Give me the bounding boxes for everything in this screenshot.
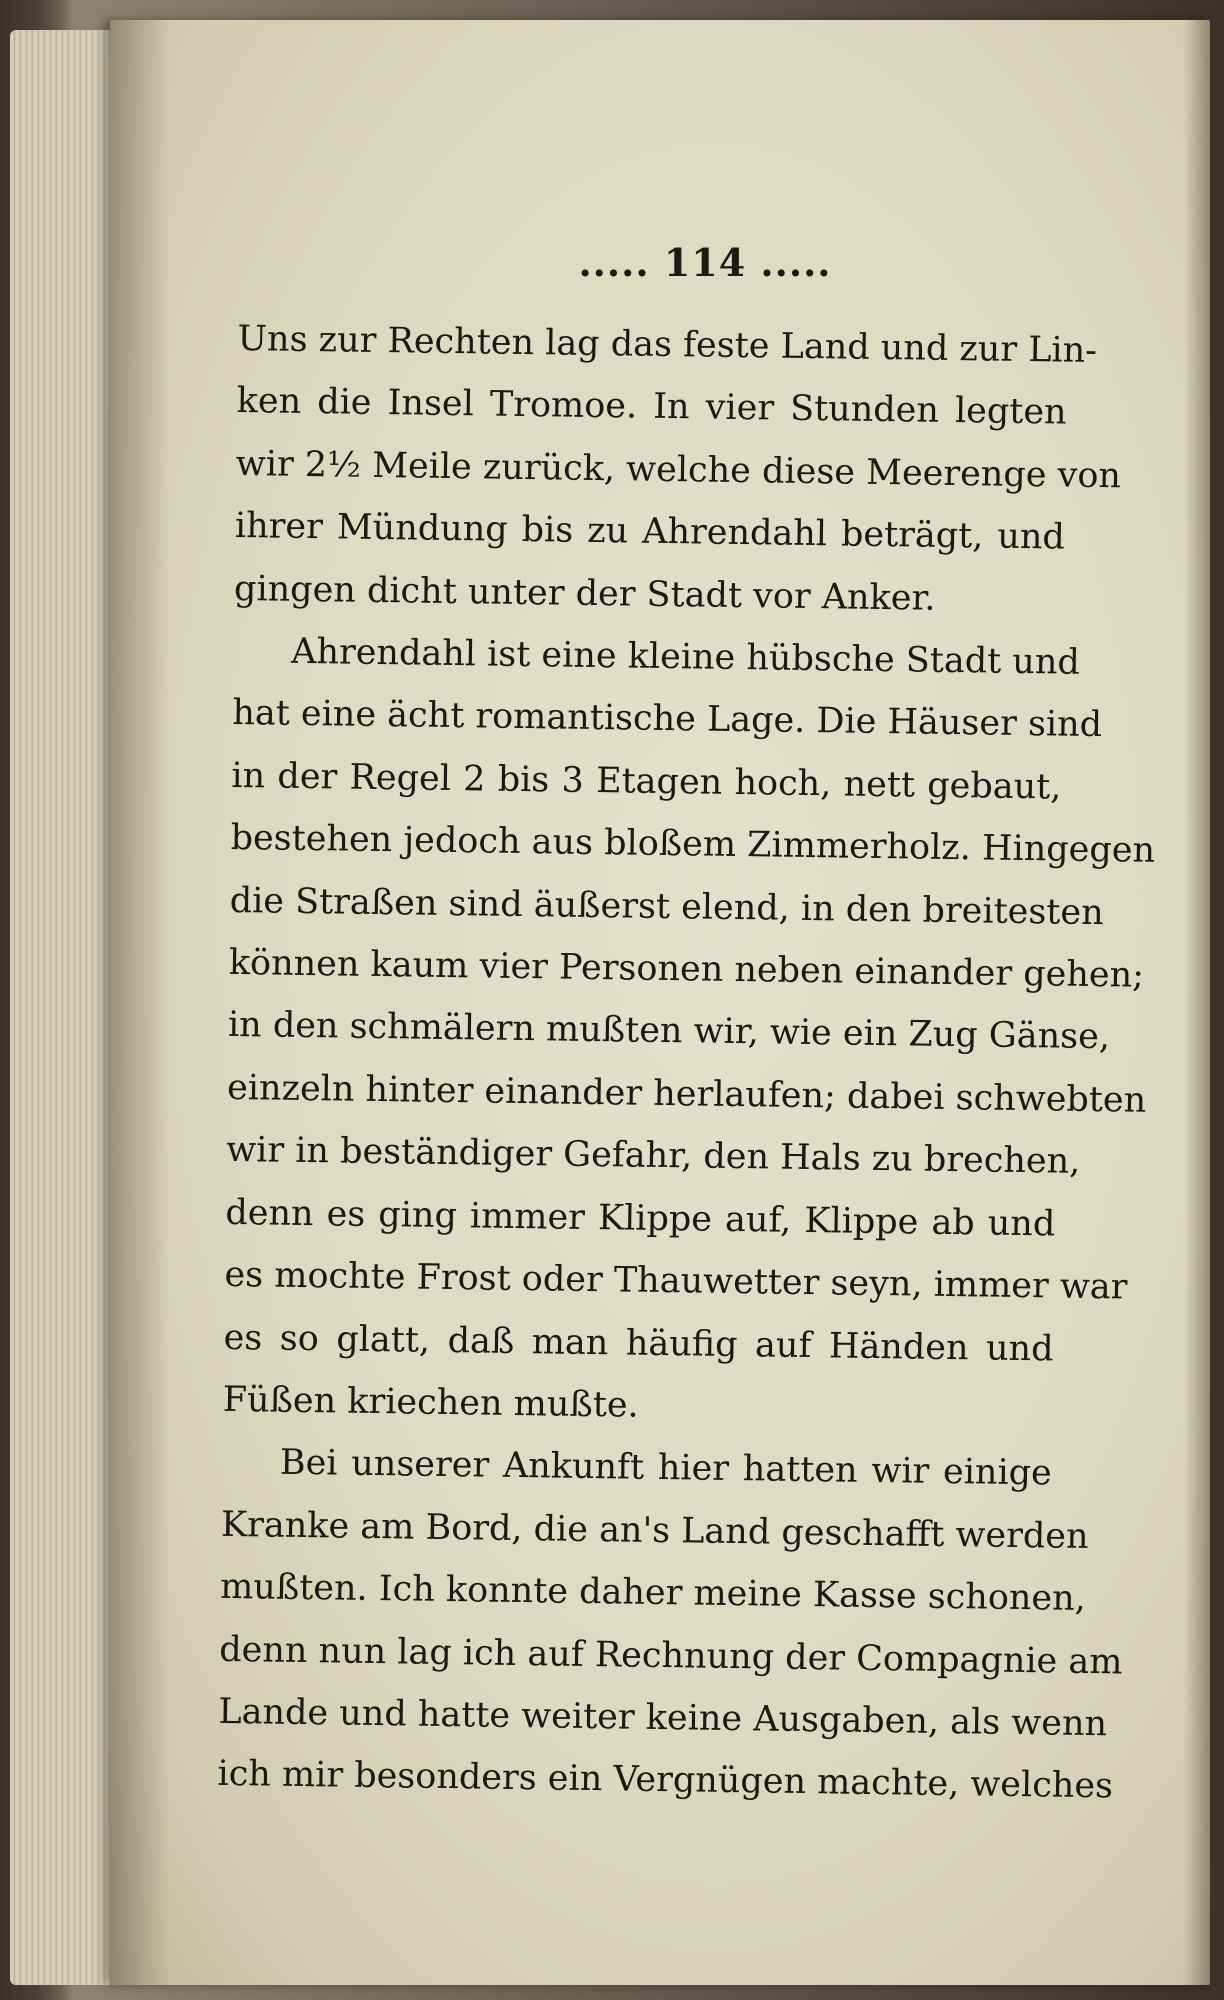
- page-gutter-shadow: [110, 20, 170, 1985]
- text-line: ihrer Mündung bis zu Ahrendahl beträgt, und: [234, 506, 1066, 558]
- text-line: einzeln hinter einander herlaufen; dabei schwebten: [226, 1067, 1147, 1121]
- text-line: denn nun lag ich auf Rechnung der Compagnie am: [218, 1629, 1123, 1683]
- text-line: es mochte Frost oder Thauwetter seyn, immer war: [224, 1255, 1128, 1308]
- page-number: ..... 114 .....: [578, 240, 832, 285]
- text-line: die Straßen sind äußerst elend, in den breitesten: [229, 880, 1104, 933]
- text-line: wir in beständiger Gefahr, den Hals zu brechen,: [225, 1130, 1081, 1183]
- text-line: Füßen kriechen mußte.: [222, 1379, 639, 1426]
- text-line: Uns zur Rechten lag das feste Land und zur Lin-: [237, 318, 1098, 371]
- text-line: ken die Insel Tromoe. In vier Stunden legten: [236, 381, 1067, 433]
- text-line: können kaum vier Personen neben einander gehen;: [228, 943, 1145, 996]
- text-line: Bei unserer Ankunft hier hatten wir einige: [279, 1443, 1053, 1494]
- text-line: gingen dicht unter der Stadt vor Anker.: [233, 568, 936, 619]
- text-line: bestehen jedoch aus bloßem Zimmerholz. Hingegen: [230, 818, 1156, 872]
- text-line: in den schmälern mußten wir, wie ein Zug Gänse,: [227, 1005, 1111, 1058]
- text-line: wir 2½ Meile zurück, welche diese Meerenge von: [235, 443, 1122, 497]
- book-page: [110, 20, 1210, 1985]
- page-header: [110, 240, 1210, 285]
- body-text: [217, 308, 1156, 1817]
- text-line: Ahrendahl ist eine kleine hübsche Stadt und: [290, 631, 1081, 683]
- text-line: denn es ging immer Klippe auf, Klippe ab und: [225, 1192, 1056, 1245]
- page-right-edge: [1184, 20, 1210, 1985]
- text-line: es so glatt, daß man häufig auf Händen und: [223, 1317, 1054, 1369]
- text-line: mußten. Ich konnte daher meine Kasse schonen,: [219, 1567, 1087, 1620]
- text-line: Lande und hatte weiter keine Ausgaben, als wenn: [218, 1691, 1108, 1745]
- text-line: ich mir besonders ein Vergnügen machte, welches: [217, 1754, 1114, 1807]
- text-line: in der Regel 2 bis 3 Etagen hoch, nett gebaut,: [231, 755, 1062, 808]
- text-line: Kranke am Bord, die an's Land geschafft werden: [220, 1504, 1089, 1557]
- text-line: hat eine ächt romantische Lage. Die Häuser sind: [232, 693, 1103, 746]
